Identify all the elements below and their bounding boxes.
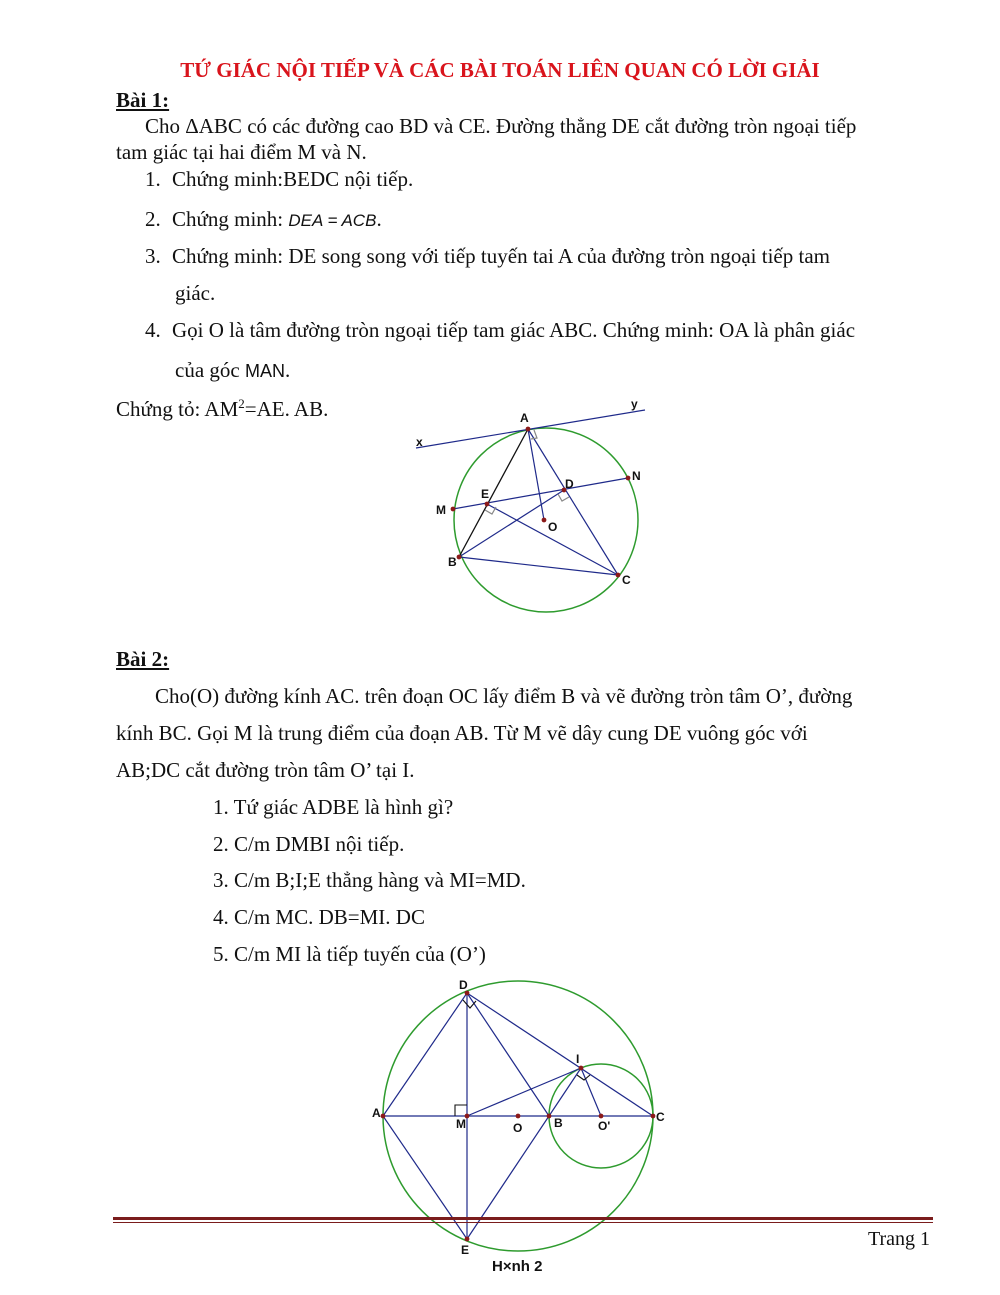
point-o [542,518,547,523]
altitude-ce [487,504,618,575]
point-a [381,1114,386,1119]
bai1-item-1 [145,167,413,192]
label-o-prime: O' [598,1119,611,1133]
bai2-item-3: 3. C/m B;I;E thẳng hàng và MI=MD. [213,868,526,892]
item-number: 1. [145,167,161,191]
label-a: A [372,1106,381,1120]
segment-dc [467,993,653,1116]
page-number: Trang 1 [867,1228,930,1250]
bai1-heading: Bài 1: [116,88,170,112]
label-e: E [481,487,490,501]
label-n: N [632,469,641,483]
label-c: C [622,573,631,587]
item-text: của góc [175,358,240,382]
point-e [465,1237,470,1242]
item-text: Chứng minh: DE song song với tiếp tuyến tai A của đường tròn ngoại tiếp tam [172,244,830,268]
point-a [526,427,531,432]
figure-2-caption: H×nh 2 [492,1258,543,1275]
math-expression: DEA = ACB [288,211,377,230]
label-c: C [656,1110,665,1124]
point-e [485,502,490,507]
bai1-item-4-cont [175,358,290,383]
point-o-prime [599,1114,604,1119]
label-d: D [459,978,468,992]
point-b [547,1114,552,1119]
bai2-figure [365,972,675,1282]
bai1-item-3-cont: giác. [175,281,216,305]
label-b: B [448,555,457,569]
segment-db [467,993,549,1116]
bai2-intro-line1: Cho(O) đường kính AC. trên đoạn OC lấy điểm B và vẽ đường tròn tâm O’, đường [155,684,853,708]
item-number: 2. [145,207,161,231]
item-number: 4. [145,318,161,342]
footer-rule-thick [113,1217,933,1220]
bai1-figure [405,395,665,620]
bai1-item-3 [145,244,830,269]
bai2-intro-line2: kính BC. Gọi M là trung điểm của đoạn AB. Từ M vẽ dây cung DE vuông góc với [116,721,808,745]
bai2-item-1: 1. Tứ giác ADBE là hình gì? [213,795,454,819]
bai2-item-2: 2. C/m DMBI nội tiếp. [213,832,405,856]
label-i: I [576,1052,580,1066]
bai2-intro-line3: AB;DC cắt đường tròn tâm O’ tại I. [116,758,415,782]
side-bc [459,557,618,575]
point-c [651,1114,656,1119]
prove-superscript: 2 [238,396,245,411]
right-angle-mark-d [558,494,569,501]
label-o: O [548,520,558,534]
side-ab [459,429,528,557]
bai1-intro-line2: tam giác tại hai điểm M và N. [116,140,367,164]
footer-rule-thin [113,1222,933,1223]
right-angle-mark-d [463,1000,476,1008]
prove-prefix: Chứng tỏ: AM [116,397,239,421]
bai1-item-2 [145,207,382,232]
point-c [616,573,621,578]
bai2-item-5: 5. C/m MI là tiếp tuyến của (O’) [213,942,486,966]
right-angle-mark-i [577,1075,590,1080]
bai2-heading: Bài 2: [116,647,170,671]
label-o: O [513,1121,523,1135]
segment-ae [383,1116,467,1239]
point-m [451,507,456,512]
label-x: x [416,435,423,449]
bai1-intro-line1: Cho ΔABC có các đường cao BD và CE. Đường thẳng DE cắt đường tròn ngoại tiếp [145,114,857,138]
math-expression: MAN [244,361,285,381]
segment-eb [467,1116,549,1239]
bai2-item-4: 4. C/m MC. DB=MI. DC [213,905,425,929]
item-text: Chứng minh:BEDC nội tiếp. [172,167,414,191]
bai1-prove-statement [116,396,328,422]
item-text: Chứng minh: [172,207,284,231]
point-i [579,1066,584,1071]
label-e: E [461,1243,470,1257]
point-o [516,1114,521,1119]
label-b: B [554,1116,563,1130]
prove-suffix: =AE. AB. [244,397,329,421]
item-tail: . [376,207,382,231]
bai1-item-4 [145,318,855,343]
right-angle-mark-m [455,1105,467,1116]
segment-mi [467,1068,581,1116]
item-tail: . [284,358,291,382]
side-ac [528,429,618,575]
label-d: D [565,477,574,491]
item-text: Gọi O là tâm đường tròn ngoại tiếp tam giác ABC. Chứng minh: OA là phân giác [172,318,856,342]
point-n [626,476,631,481]
label-m: M [456,1117,466,1131]
label-m: M [436,503,446,517]
segment-ad [383,993,467,1116]
point-b [457,555,462,560]
item-number: 3. [145,244,161,268]
label-y: y [631,397,638,411]
page-title: TỨ GIÁC NỘI TIẾP VÀ CÁC BÀI TOÁN LIÊN QUAN CÓ LỜI GIẢI [180,58,820,82]
label-a: A [520,411,529,425]
